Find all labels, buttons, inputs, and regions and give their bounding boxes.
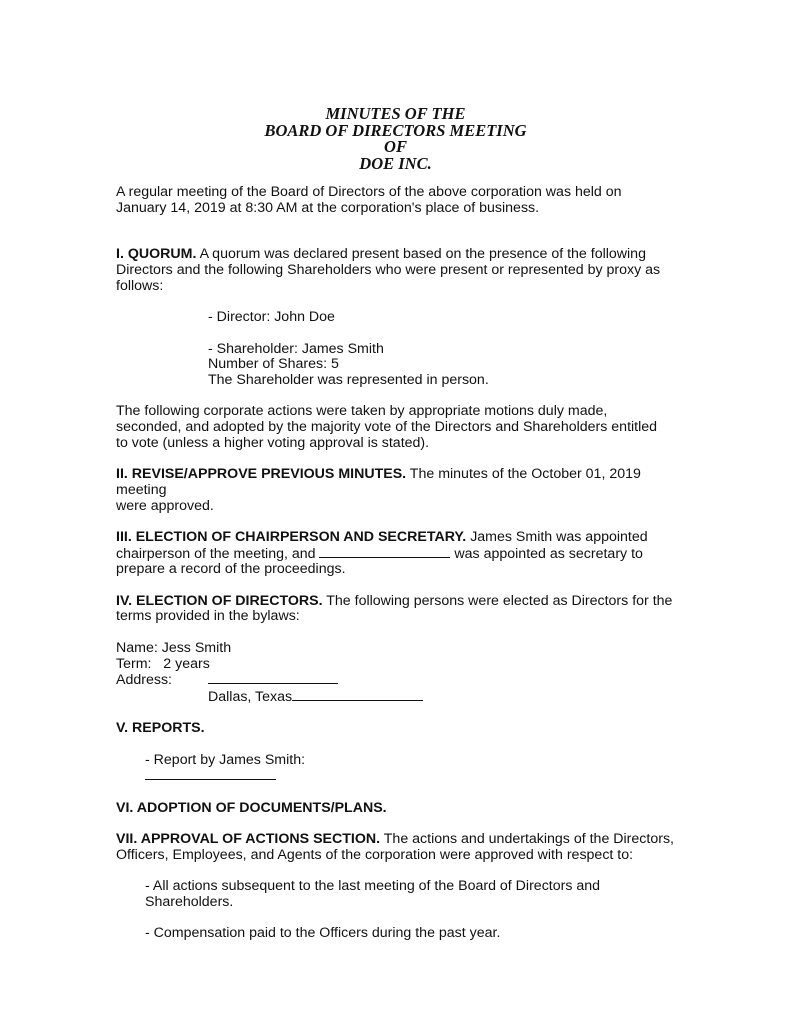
- report-item-text: - Report by James Smith:: [145, 751, 306, 768]
- approval-line-2: Officers, Employees, and Agents of the corporation were approved with respect to:: [116, 846, 634, 863]
- election-chair-section: [116, 530, 686, 578]
- election-directors-text: The following persons were elected as Directors for the: [322, 592, 673, 609]
- election-chair-line-3: prepare a record of the proceedings.: [116, 561, 346, 578]
- quorum-section: [116, 247, 686, 294]
- report-blank: [145, 768, 276, 780]
- address-blank: [208, 672, 338, 684]
- adoption-heading: VI. ADOPTION OF DOCUMENTS/PLANS.: [116, 799, 387, 816]
- election-directors-line-2: terms provided in the bylaws:: [116, 608, 300, 625]
- quorum-director: - Director: John Doe: [208, 309, 335, 326]
- intro-line-1: A regular meeting of the Board of Directors of the above corporation was held on: [116, 184, 622, 200]
- election-chair-heading: III. ELECTION OF CHAIRPERSON AND SECRETARY.: [116, 528, 467, 545]
- revise-line-2: were approved.: [116, 497, 214, 514]
- actions-intro-line-2: seconded, and adopted by the majority vote of the Directors and Shareholders entitled: [116, 419, 658, 436]
- quorum-heading: I. QUORUM.: [116, 246, 197, 263]
- title-line-3: OF: [384, 137, 407, 156]
- revise-heading: II. REVISE/APPROVE PREVIOUS MINUTES.: [116, 466, 407, 483]
- quorum-line-2: Directors and the following Shareholders who were present or represented by proxy as: [116, 262, 661, 279]
- actions-intro-line-1: The following corporate actions were taken by appropriate motions duly made,: [116, 403, 608, 420]
- shares-line: Number of Shares: 5: [208, 356, 339, 373]
- quorum-line-3: follows:: [116, 277, 164, 294]
- actions-intro-paragraph: [116, 404, 686, 451]
- election-directors-section: [116, 594, 686, 625]
- actions-intro-line-3: to vote (unless a higher voting approval is stated).: [116, 434, 430, 451]
- approval-item-2: - Compensation paid to the Officers during the past year.: [145, 925, 501, 942]
- revise-text: The minutes of the October 01, 2019 meeting: [116, 466, 641, 498]
- report-item: [116, 753, 686, 785]
- title-line-2: BOARD OF DIRECTORS MEETING: [264, 120, 527, 140]
- revise-section: [116, 467, 686, 514]
- approval-item-1-line-1: - All actions subsequent to the last meeting of the Board of Directors and: [145, 878, 601, 895]
- election-chair-line-2a: chairperson of the meeting, and: [116, 545, 320, 562]
- reports-section: [116, 721, 686, 737]
- represented-line: The Shareholder was represented in person.: [208, 372, 489, 388]
- document-title: [0, 106, 791, 172]
- title-line-1: MINUTES OF THE: [325, 104, 466, 123]
- intro-paragraph: [116, 185, 686, 216]
- address-label: Address:: [116, 672, 172, 689]
- quorum-text: A quorum was declared present based on the presence of the following: [196, 246, 646, 263]
- quorum-shareholder-block: [116, 342, 686, 389]
- director-details: [116, 641, 686, 706]
- election-directors-heading: IV. ELECTION OF DIRECTORS.: [116, 592, 323, 609]
- shareholder-line: - Shareholder: James Smith: [208, 340, 384, 357]
- adoption-section: [116, 801, 686, 817]
- director-name: Name: Jess Smith: [116, 639, 232, 656]
- approval-item-1: [116, 879, 686, 910]
- election-chair-text: James Smith was appointed: [466, 528, 648, 545]
- approval-section: [116, 832, 686, 863]
- election-chair-line-2b: was appointed as secretary to: [450, 545, 643, 562]
- approval-heading: VII. APPROVAL OF ACTIONS SECTION.: [116, 831, 381, 848]
- approval-text: The actions and undertakings of the Directors,: [380, 831, 674, 848]
- approval-item-1-line-2: Shareholders.: [145, 894, 234, 911]
- secretary-blank: [319, 546, 450, 558]
- address-city: Dallas, Texas: [208, 688, 293, 705]
- director-term: Term: 2 years: [116, 655, 210, 672]
- reports-heading: V. REPORTS.: [116, 720, 205, 737]
- intro-line-2: January 14, 2019 at 8:30 AM at the corporation's place of business.: [116, 199, 540, 216]
- address-city-blank: [292, 689, 423, 701]
- title-line-4: DOE INC.: [359, 153, 432, 173]
- document-body: [116, 185, 686, 958]
